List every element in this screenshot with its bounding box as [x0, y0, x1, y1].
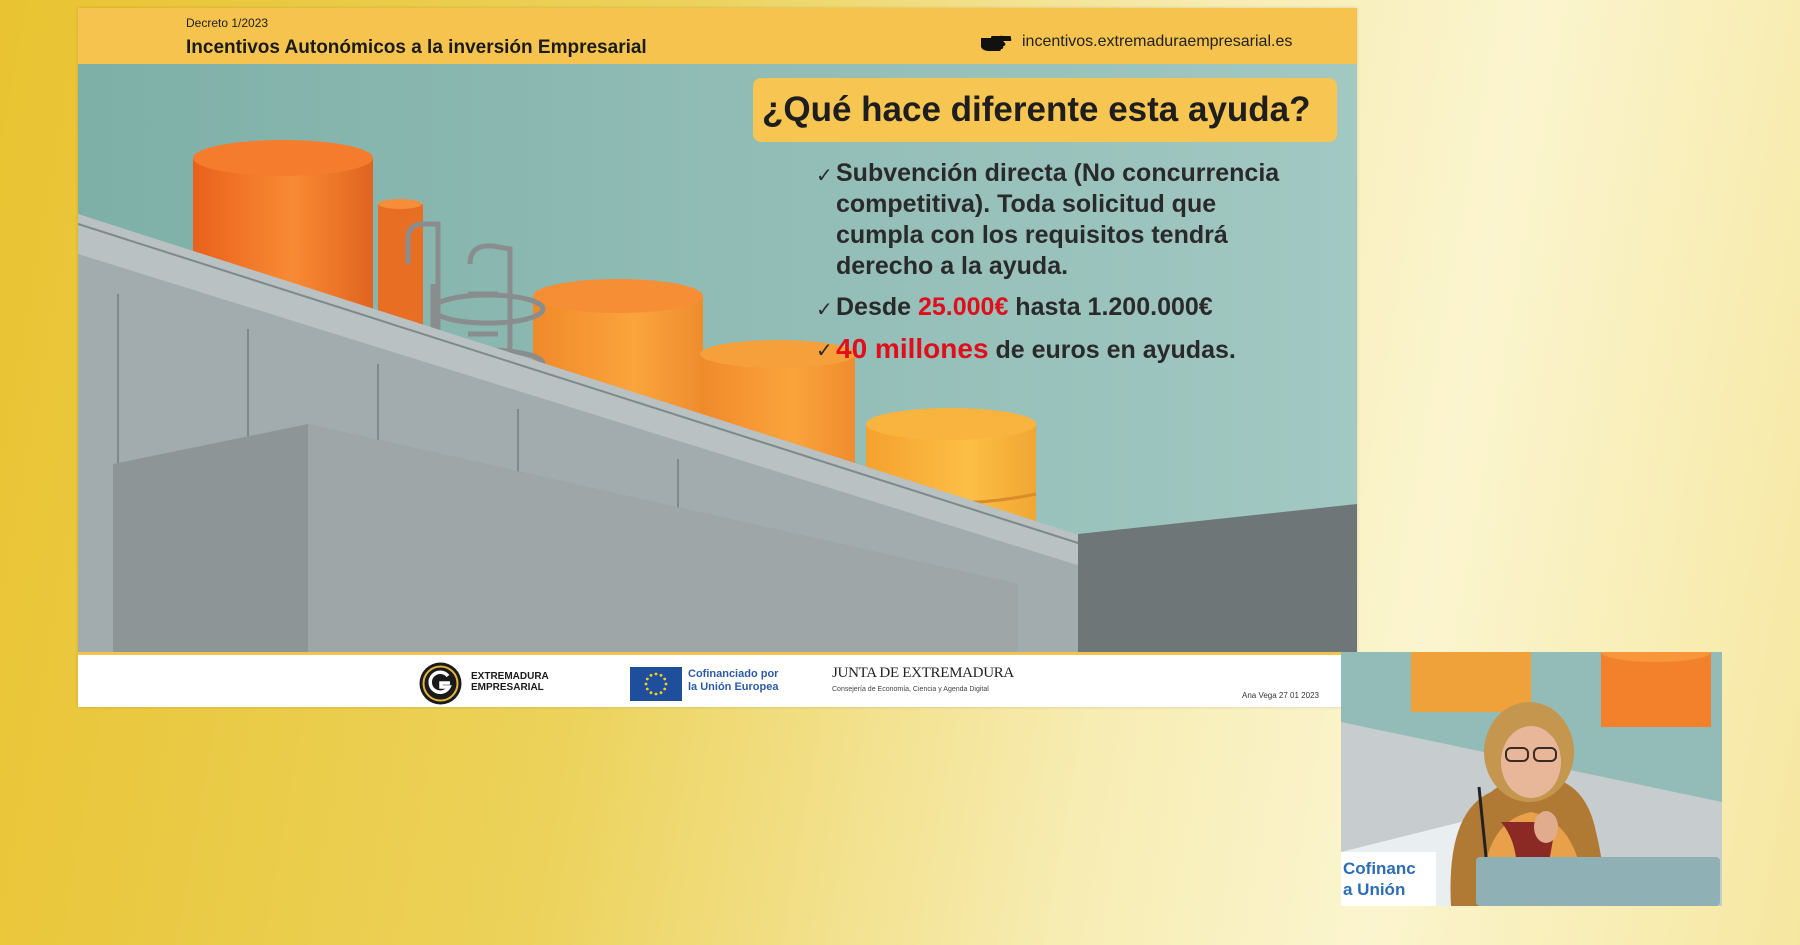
- benefits-list: [816, 158, 1286, 376]
- list-item: [816, 333, 1286, 366]
- junta-department: Consejería de Economía, Ciencia y Agenda Digital: [832, 686, 989, 693]
- check-icon: ✓: [816, 340, 833, 362]
- list-item: [816, 158, 1286, 282]
- webcam-background-text: Cofinanc a Unión: [1343, 859, 1416, 899]
- check-icon: ✓: [816, 299, 833, 321]
- author-date: Ana Vega 27 01 2023: [1242, 691, 1319, 700]
- eu-cofinancing-text: Cofinanciado por la Unión Europea: [688, 668, 779, 693]
- bullet-text-suffix: hasta 1.200.000€: [1008, 293, 1213, 321]
- presentation-slide: [78, 8, 1357, 707]
- extremadura-empresarial-text: EXTREMADURA EMPRESARIAL: [471, 671, 549, 693]
- slide-header: [78, 8, 1357, 64]
- question-banner: [753, 78, 1337, 142]
- bullet-text-suffix: de euros en ayudas.: [988, 336, 1236, 364]
- speaker-webcam: [1341, 652, 1722, 906]
- bullet-text-prefix: Desde: [836, 293, 918, 321]
- check-icon: ✓: [816, 165, 833, 187]
- decree-label: Decreto 1/2023: [186, 16, 269, 30]
- website-url: incentivos.extremaduraempresarial.es: [1022, 33, 1293, 50]
- slide-footer: [78, 652, 1357, 707]
- budget-amount: 40 millones: [836, 333, 989, 364]
- extremadura-empresarial-logo: [418, 661, 463, 706]
- question-heading: ¿Qué hace diferente esta ayuda?: [762, 90, 1311, 129]
- pointing-hand-icon: [979, 29, 1013, 53]
- list-item: [816, 292, 1286, 323]
- bullet-text: Subvención directa (No concurrencia competitiva). Toda solicitud que cumpla con los requisitos tendrá derecho a la ayuda.: [836, 159, 1280, 280]
- eu-flag-icon: [630, 667, 682, 701]
- slide-header-title: Incentivos Autonómicos a la inversión Empresarial: [186, 37, 647, 58]
- junta-extremadura-title: JUNTA DE EXTREMADURA: [832, 665, 1014, 681]
- min-amount: 25.000€: [917, 293, 1009, 321]
